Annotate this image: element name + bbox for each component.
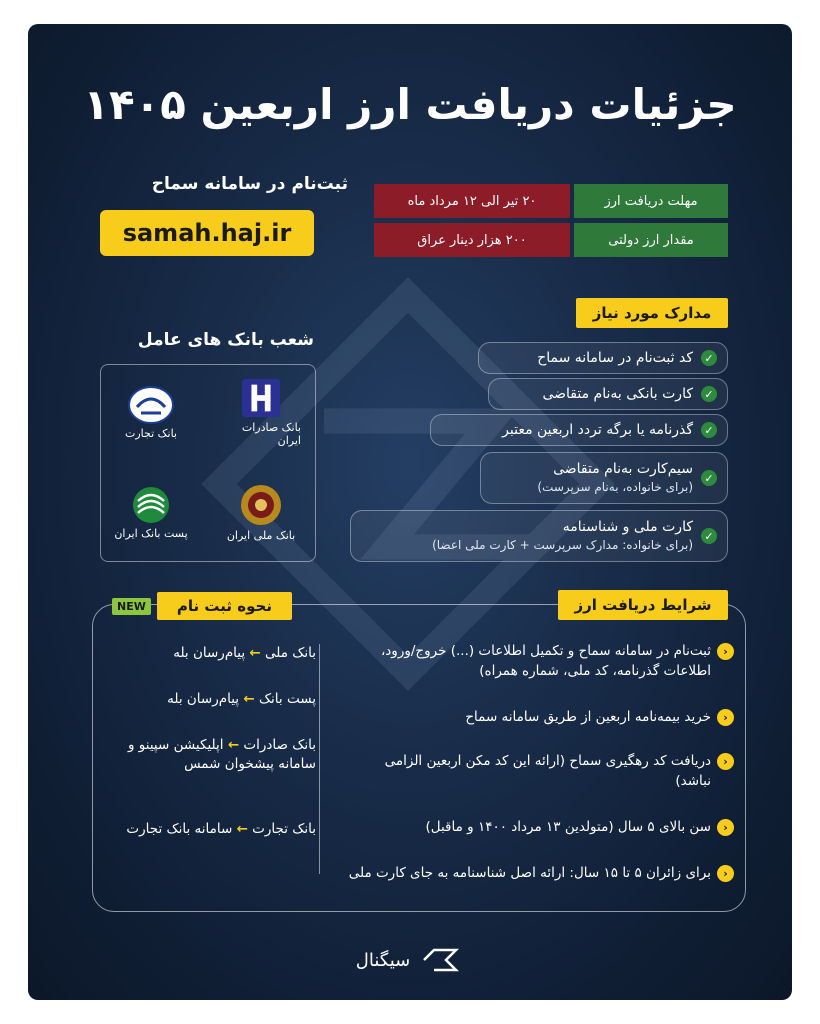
chevron-left-icon: ‹ [717, 753, 734, 770]
how-to-heading: نحوه ثبت نام [157, 592, 292, 620]
document-item: ✓ کارت بانکی به‌نام متقاضی [488, 378, 728, 410]
conditions-heading: شرایط دریافت ارز [558, 590, 728, 620]
tejarat-bank-logo: بانک تجارت [111, 377, 191, 447]
chevron-left-icon: ‹ [717, 643, 734, 660]
condition-item: ‹ دریافت کد رهگیری سماح (ارائه این کد مکن اربعین الزامی نباشد) [364, 752, 734, 791]
chevron-left-icon: ‹ [717, 819, 734, 836]
check-icon: ✓ [701, 470, 717, 486]
check-icon: ✓ [701, 528, 717, 544]
arrow-left-icon: ← [243, 691, 255, 707]
melli-bank-logo: بانک ملی ایران [221, 477, 301, 547]
amount-value: ۲۰۰ هزار دینار عراق [374, 223, 570, 257]
how-to-item: پست بانک ← پیام‌رسان بله [167, 691, 316, 707]
how-to-item: بانک تجارت ← سامانه بانک تجارت [126, 821, 316, 837]
registration-label: ثبت‌نام در سامانه سماح [151, 174, 348, 194]
deadline-label: مهلت دریافت ارز [574, 184, 728, 218]
bank-logos-box [100, 364, 316, 562]
document-item: ✓ سیم‌کارت به‌نام متقاضی (برای خانواده، به‌نام سرپرست) [480, 452, 728, 504]
document-item: ✓ کارت ملی و شناسنامه (برای خانواده: مدارک سرپرست + کارت ملی اعضا) [350, 510, 728, 562]
condition-item: ‹ خرید بیمه‌نامه اربعین از طریق سامانه سماح [364, 708, 734, 728]
amount-label: مقدار ارز دولتی [574, 223, 728, 257]
chevron-left-icon: ‹ [717, 865, 734, 882]
how-to-item: بانک صادرات ← اپلیکیشن سپینو و سامانه پیشخوان شمس [128, 737, 316, 772]
check-icon: ✓ [701, 422, 717, 438]
how-to-header [112, 591, 292, 621]
condition-item: ‹ ثبت‌نام در سامانه سماح و تکمیل اطلاعات (...) خروج/ورود، اطلاعات گذرنامه، کد ملی، شماره همراه) [364, 642, 734, 681]
document-item: ✓ گذرنامه یا برگه تردد اربعین معتبر [430, 414, 728, 446]
how-to-item: بانک ملی ← پیام‌رسان بله [173, 645, 316, 661]
footer-brand: سیگنال [308, 940, 508, 980]
check-icon: ✓ [701, 350, 717, 366]
document-item: ✓ کد ثبت‌نام در سامانه سماح [478, 342, 728, 374]
panel-divider [319, 644, 320, 874]
arrow-left-icon: ← [227, 737, 240, 753]
new-badge: NEW [112, 598, 151, 615]
chevron-left-icon: ‹ [717, 709, 734, 726]
registration-url[interactable]: samah.haj.ir [100, 210, 314, 256]
infographic-card [28, 24, 792, 1000]
arrow-left-icon: ← [236, 821, 248, 837]
documents-heading: مدارک مورد نیاز [576, 298, 728, 328]
check-icon: ✓ [701, 386, 717, 402]
condition-item: ‹ برای زائران ۵ تا ۱۵ سال: ارائه اصل شناسنامه به جای کارت ملی [214, 864, 734, 884]
signal-logo-icon [420, 946, 460, 974]
saderat-bank-logo: بانک صادرات ایران [221, 377, 301, 447]
condition-item: ‹ سن بالای ۵ سال (متولدین ۱۳ مرداد ۱۴۰۰ و ماقبل) [364, 818, 734, 838]
page-title: جزئیات دریافت ارز اربعین ۱۴۰۵ [83, 80, 737, 129]
banks-heading: شعب بانک های عامل [137, 330, 314, 350]
deadline-value: ۲۰ تیر الی ۱۲ مرداد ماه [374, 184, 570, 218]
arrow-left-icon: ← [249, 645, 261, 661]
post-bank-logo: پست بانک ایران [111, 477, 191, 547]
